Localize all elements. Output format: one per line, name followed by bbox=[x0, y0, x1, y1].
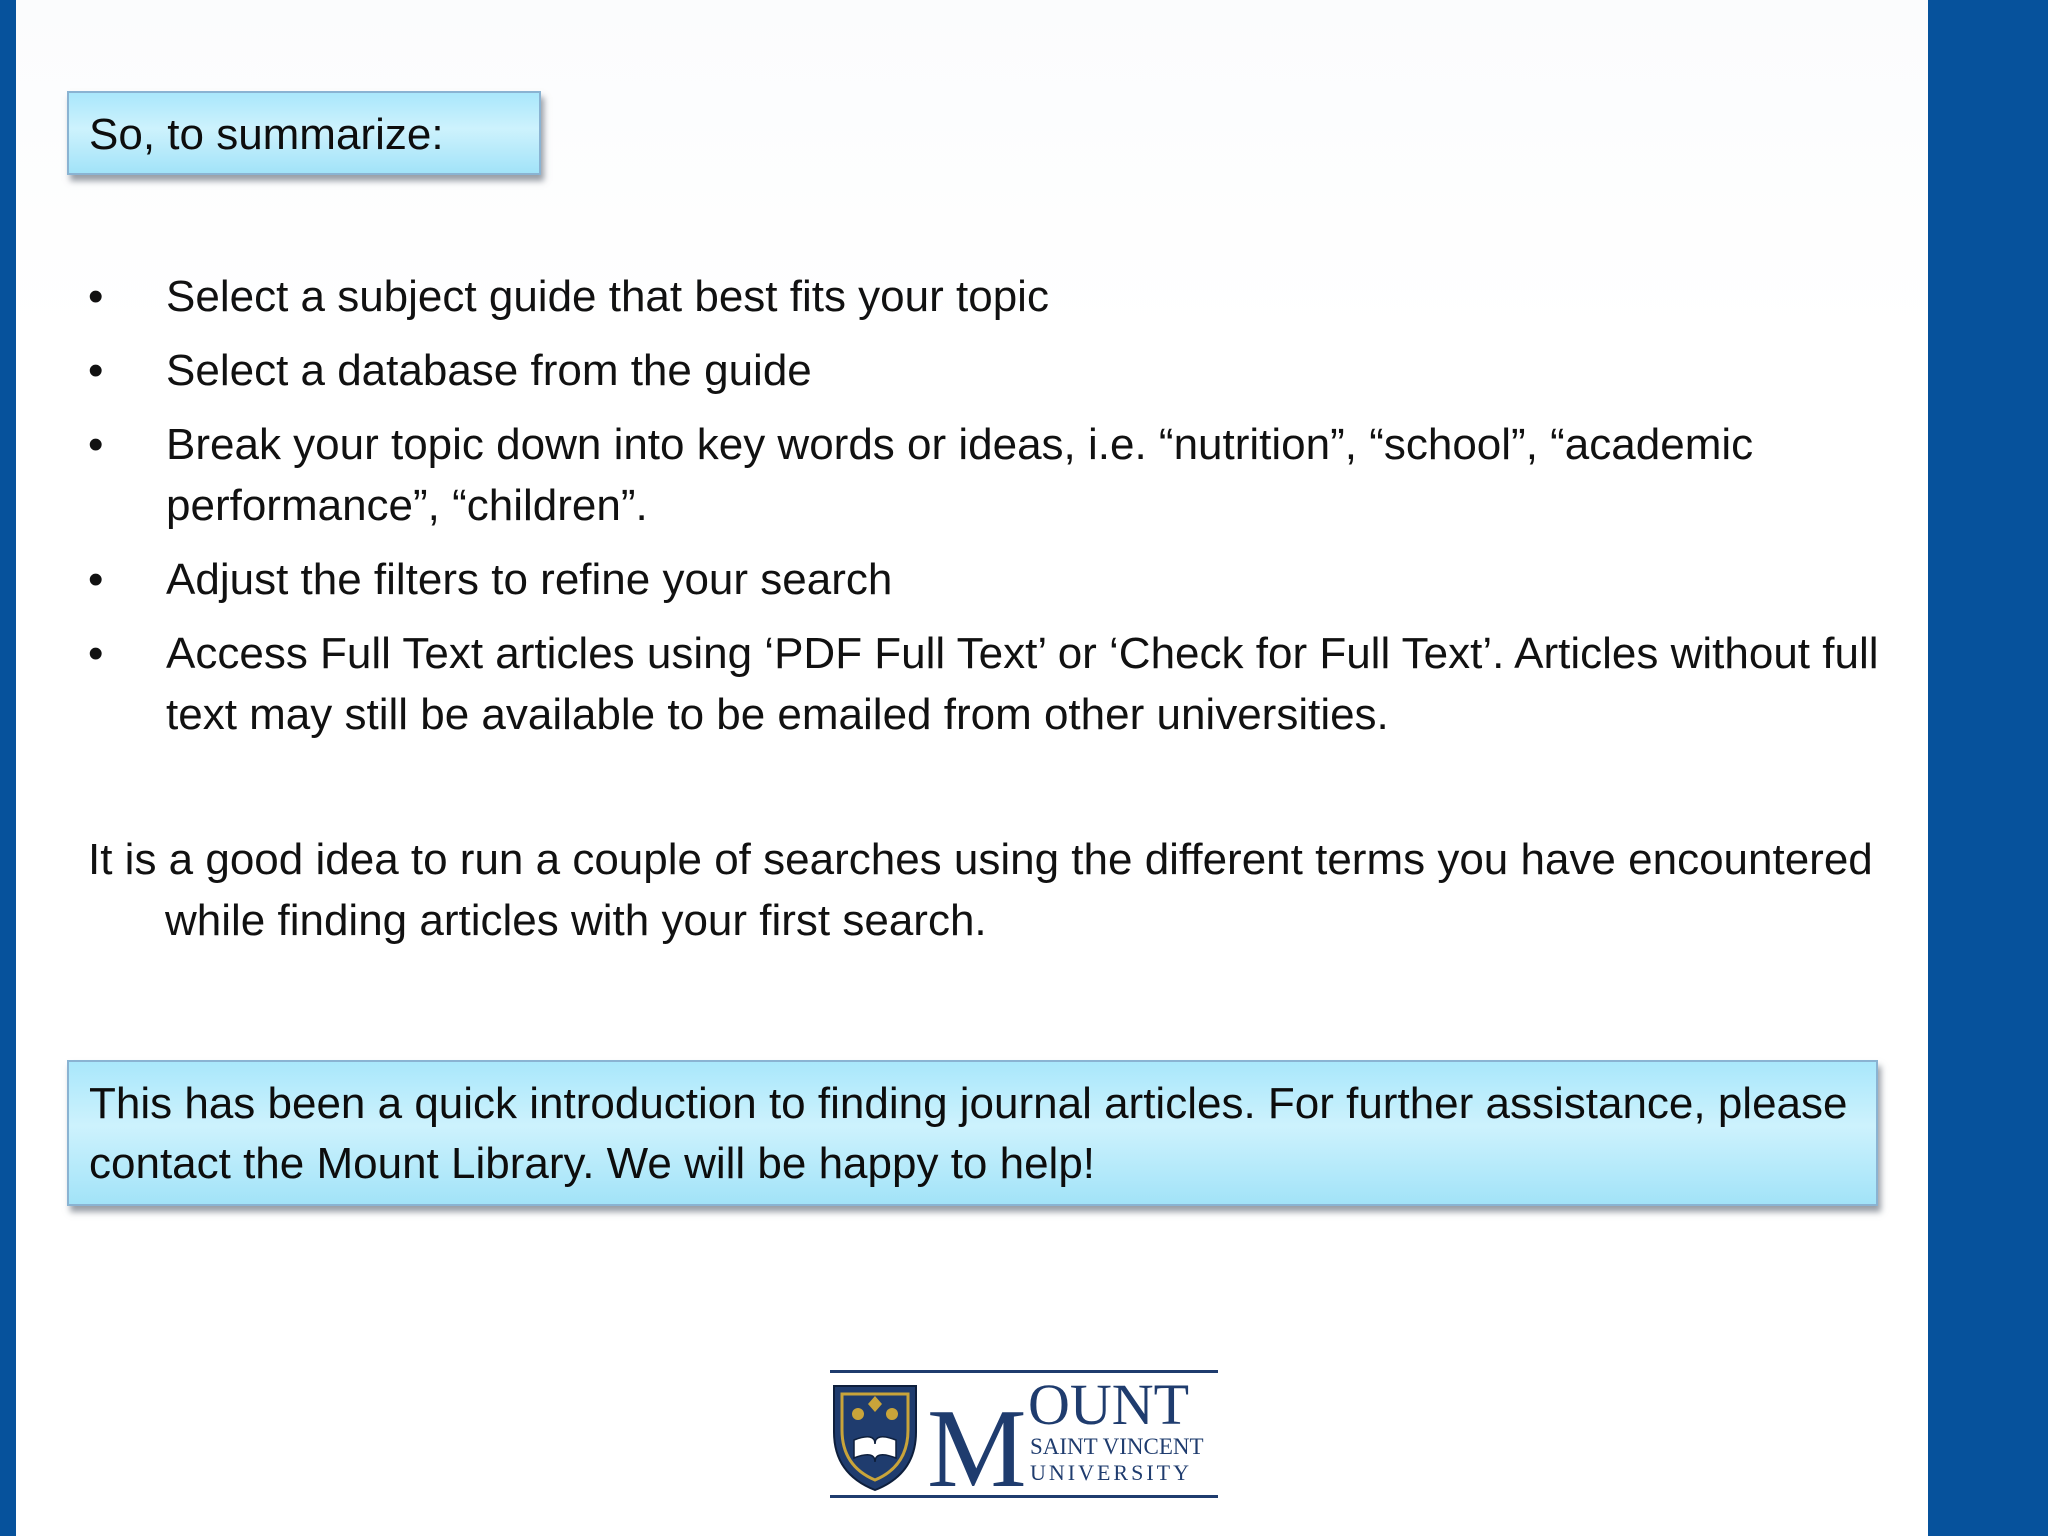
right-frame-bar bbox=[1928, 0, 2048, 1536]
search-tip-paragraph: It is a good idea to run a couple of searches using the different terms you have encountered while finding articles with your first search. bbox=[88, 835, 1873, 945]
crest-icon bbox=[834, 1386, 916, 1490]
bullet-text: Access Full Text articles using ‘PDF Full Text’ or ‘Check for Full Text’. Articles without full text may still be available to be emailed from other universities. bbox=[166, 629, 1879, 739]
bullet-text: Break your topic down into key words or ideas, i.e. “nutrition”, “school”, “academic performance”, “children”. bbox=[166, 420, 1754, 530]
msvu-logo bbox=[830, 1370, 1218, 1498]
bullet-item bbox=[88, 549, 1888, 610]
bullet-dot: • bbox=[88, 272, 104, 321]
bullet-text: Select a subject guide that best fits your topic bbox=[166, 272, 1049, 321]
left-frame-bar bbox=[0, 0, 16, 1536]
bullet-dot: • bbox=[88, 346, 104, 395]
slide-canvas bbox=[16, 0, 1928, 1536]
bullet-item bbox=[88, 266, 1888, 327]
bullet-item bbox=[88, 623, 1888, 745]
summary-title-box bbox=[67, 91, 541, 175]
logo-line-2: SAINT VINCENT bbox=[1030, 1434, 1204, 1459]
summary-title: So, to summarize: bbox=[89, 110, 444, 159]
bullet-item bbox=[88, 340, 1888, 401]
bullet-dot: • bbox=[88, 555, 104, 604]
logo-word-rest: OUNT bbox=[1028, 1372, 1190, 1437]
closing-message-box bbox=[67, 1060, 1878, 1206]
bullet-item bbox=[88, 414, 1888, 536]
summary-bullet-list bbox=[88, 266, 1888, 758]
logo-initial: M bbox=[927, 1387, 1027, 1498]
bullet-text: Select a database from the guide bbox=[166, 346, 812, 395]
bullet-dot: • bbox=[88, 629, 104, 678]
bullet-dot: • bbox=[88, 420, 104, 469]
closing-message: This has been a quick introduction to finding journal articles. For further assistance, please contact the Mount Library. We will be happy to help! bbox=[89, 1079, 1848, 1188]
logo-line-3: UNIVERSITY bbox=[1030, 1460, 1192, 1485]
bullet-text: Adjust the filters to refine your search bbox=[166, 555, 893, 604]
